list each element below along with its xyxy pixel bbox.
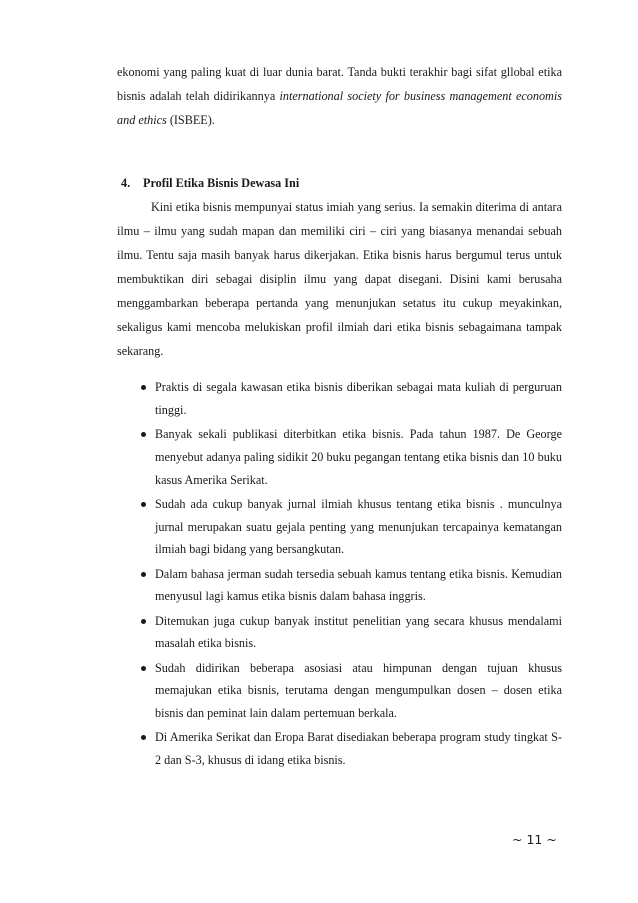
list-item-text: Banyak sekali publikasi diterbitkan etika bisnis. Pada tahun 1987. De George menyebut adanya paling sidikit 20 buku pegangan tentang etika bisnis dan 10 buku kasus Amerika Serikat. <box>155 426 562 487</box>
section-number: 4. <box>121 176 131 190</box>
bullet-icon <box>141 385 146 390</box>
intro-paragraph <box>117 60 562 132</box>
bullet-icon <box>141 735 146 740</box>
list-item-text: Sudah didirikan beberapa asosiasi atau himpunan dengan tujuan khusus memajukan etika bisnis, terutama dengan mengumpulkan dosen – dosen etika bisnis dan peminat lain dalam pertemuan berkala. <box>155 660 562 721</box>
intro-text-1: ekonomi yang paling kuat di luar dunia barat. Tanda bukti terakhir bagi sifat gllobal etika bisnis adalah telah didirikannya <box>117 65 562 103</box>
section-title: Profil Etika Bisnis Dewasa Ini <box>143 176 300 190</box>
list-item <box>117 726 562 772</box>
list-item-text: Ditemukan juga cukup banyak institut penelitian yang secara khusus mendalami masalah etika bisnis. <box>155 613 562 651</box>
page-number: ~ 11 ~ <box>512 832 557 847</box>
bullet-icon <box>141 666 146 671</box>
list-item-text: Sudah ada cukup banyak jurnal ilmiah khusus tentang etika bisnis . munculnya jurnal merupakan suatu gejala penting yang menunjukan tercapainya kematangan ilmiah bagi bidang yang bersangkutan. <box>155 496 562 557</box>
section-paragraph: Kini etika bisnis mempunyai status imiah yang serius. Ia semakin diterima di antara ilmu – ilmu yang sudah mapan dan memiliki ciri – ciri yang biasanya menandai sebuah ilmu. Tentu saja masih banyak harus dikerjakan. Etika bisnis harus bergumul terus untuk membuktikan diri sebagai disiplin ilmu yang dapat disegani. Disini kami berusaha menggambarkan beberapa pertanda yang menunjukan setatus itu cukup meyakinkan, sekaligus kami mencoba melukiskan profil ilmiah dari etika bisnis sebagaimana tampak sekarang. <box>117 200 562 358</box>
intro-text-2: (ISBEE). <box>166 113 215 127</box>
bullet-list <box>117 376 562 772</box>
list-item <box>117 376 562 422</box>
list-item <box>117 493 562 561</box>
bullet-icon <box>141 502 146 507</box>
list-item <box>117 657 562 725</box>
bullet-icon <box>141 572 146 577</box>
list-item-text: Di Amerika Serikat dan Eropa Barat disediakan beberapa program study tingkat S-2 dan S-3, khusus di idang etika bisnis. <box>155 730 562 768</box>
intro-italic-text: international society for business management economis and ethics <box>117 89 562 127</box>
list-item-text: Dalam bahasa jerman sudah tersedia sebuah kamus tentang etika bisnis. Kemudian menyusul lagi kamus etika bisnis dalam bahasa inggris. <box>155 566 562 604</box>
bullet-icon <box>141 619 146 624</box>
bullet-icon <box>141 432 146 437</box>
list-item-text: Praktis di segala kawasan etika bisnis diberikan sebagai mata kuliah di perguruan tinggi. <box>155 380 562 417</box>
list-item <box>117 563 562 609</box>
document-page <box>117 60 562 773</box>
section-heading <box>117 171 562 195</box>
list-item <box>117 610 562 656</box>
list-item <box>117 423 562 491</box>
